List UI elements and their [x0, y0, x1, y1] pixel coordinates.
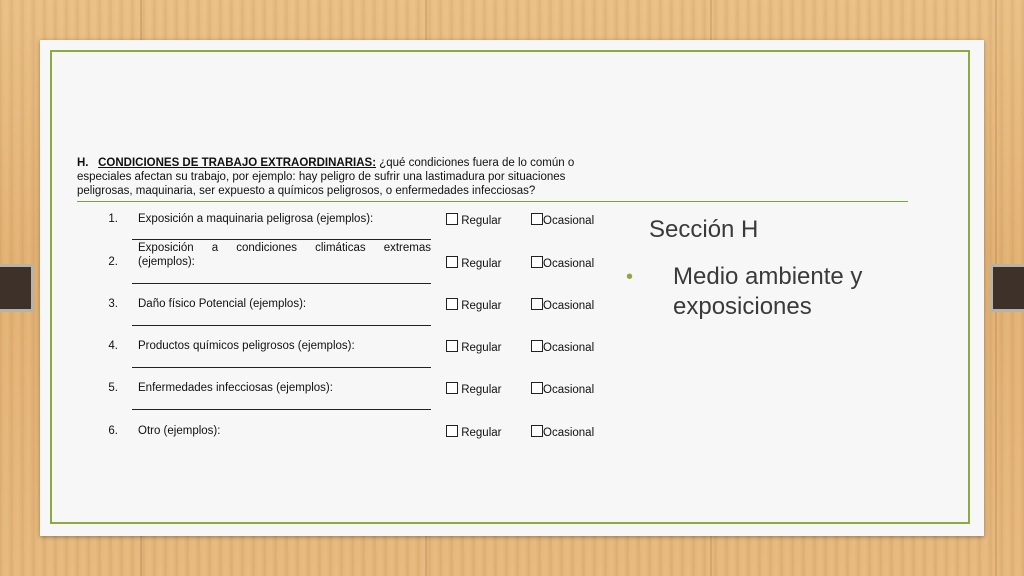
right-binder-tab: [990, 264, 1024, 312]
option-regular[interactable]: Regular: [446, 425, 501, 439]
checkbox-icon[interactable]: [446, 298, 458, 310]
option-regular[interactable]: Regular: [446, 382, 501, 396]
checkbox-icon[interactable]: [531, 340, 543, 352]
checkbox-icon[interactable]: [531, 256, 543, 268]
question-line-2: especiales afectan su trabajo, por ejemplo: hay peligro de sufrir una lastimadura por situaciones: [77, 171, 566, 183]
checkbox-icon[interactable]: [446, 382, 458, 394]
option-regular[interactable]: Regular: [446, 213, 501, 227]
option-ocasional[interactable]: Ocasional: [531, 298, 594, 312]
item-description: Enfermedades infecciosas (ejemplos):: [138, 382, 333, 394]
answer-line: [132, 325, 431, 326]
item-number: 4.: [108, 340, 118, 352]
option-regular[interactable]: Regular: [446, 256, 501, 270]
option-ocasional[interactable]: Ocasional: [531, 340, 594, 354]
question-line-1: ¿qué condiciones fuera de lo común o: [379, 157, 575, 169]
item-description-cont: (ejemplos):: [138, 256, 195, 268]
option-regular[interactable]: Regular: [446, 340, 501, 354]
slide-paper: [40, 40, 984, 536]
checkbox-icon[interactable]: [446, 213, 458, 225]
question-line-3: peligrosas, maquinaria, ser expuesto a químicos peligrosos, o enfermedades infecciosas?: [77, 185, 536, 197]
item-description: Daño físico Potencial (ejemplos):: [138, 298, 307, 310]
answer-line: [132, 283, 431, 284]
checkbox-icon[interactable]: [446, 340, 458, 352]
answer-line: [132, 367, 431, 368]
option-ocasional[interactable]: Ocasional: [531, 382, 594, 396]
checkbox-icon[interactable]: [531, 298, 543, 310]
item-number: 1.: [108, 213, 118, 225]
item-description: Exposición a condiciones climáticas extremas: [138, 242, 431, 254]
option-ocasional[interactable]: Ocasional: [531, 256, 594, 270]
item-number: 3.: [108, 298, 118, 310]
section-intro: [77, 156, 607, 198]
checkbox-icon[interactable]: [531, 382, 543, 394]
bullet-icon: •: [626, 266, 634, 288]
option-ocasional[interactable]: Ocasional: [531, 425, 594, 439]
option-ocasional[interactable]: Ocasional: [531, 213, 594, 227]
item-number: 2.: [108, 256, 118, 268]
left-binder-tab: [0, 264, 34, 312]
checkbox-icon[interactable]: [531, 213, 543, 225]
answer-line: [132, 239, 431, 240]
answer-line: [132, 409, 431, 410]
section-letter: H.: [77, 157, 89, 169]
option-regular[interactable]: Regular: [446, 298, 501, 312]
checkbox-icon[interactable]: [446, 256, 458, 268]
item-number: 5.: [108, 382, 118, 394]
item-description: Exposición a maquinaria peligrosa (ejemplos):: [138, 213, 374, 225]
section-divider: [77, 201, 908, 202]
slide-title: Sección H: [649, 216, 759, 243]
bullet-text: Medio ambiente y exposiciones: [673, 263, 863, 320]
item-description: Productos químicos peligrosos (ejemplos):: [138, 340, 355, 352]
item-description: Otro (ejemplos):: [138, 425, 221, 437]
checkbox-icon[interactable]: [446, 425, 458, 437]
checkbox-icon[interactable]: [531, 425, 543, 437]
section-heading: CONDICIONES DE TRABAJO EXTRAORDINARIAS:: [98, 157, 377, 169]
item-number: 6.: [108, 425, 118, 437]
